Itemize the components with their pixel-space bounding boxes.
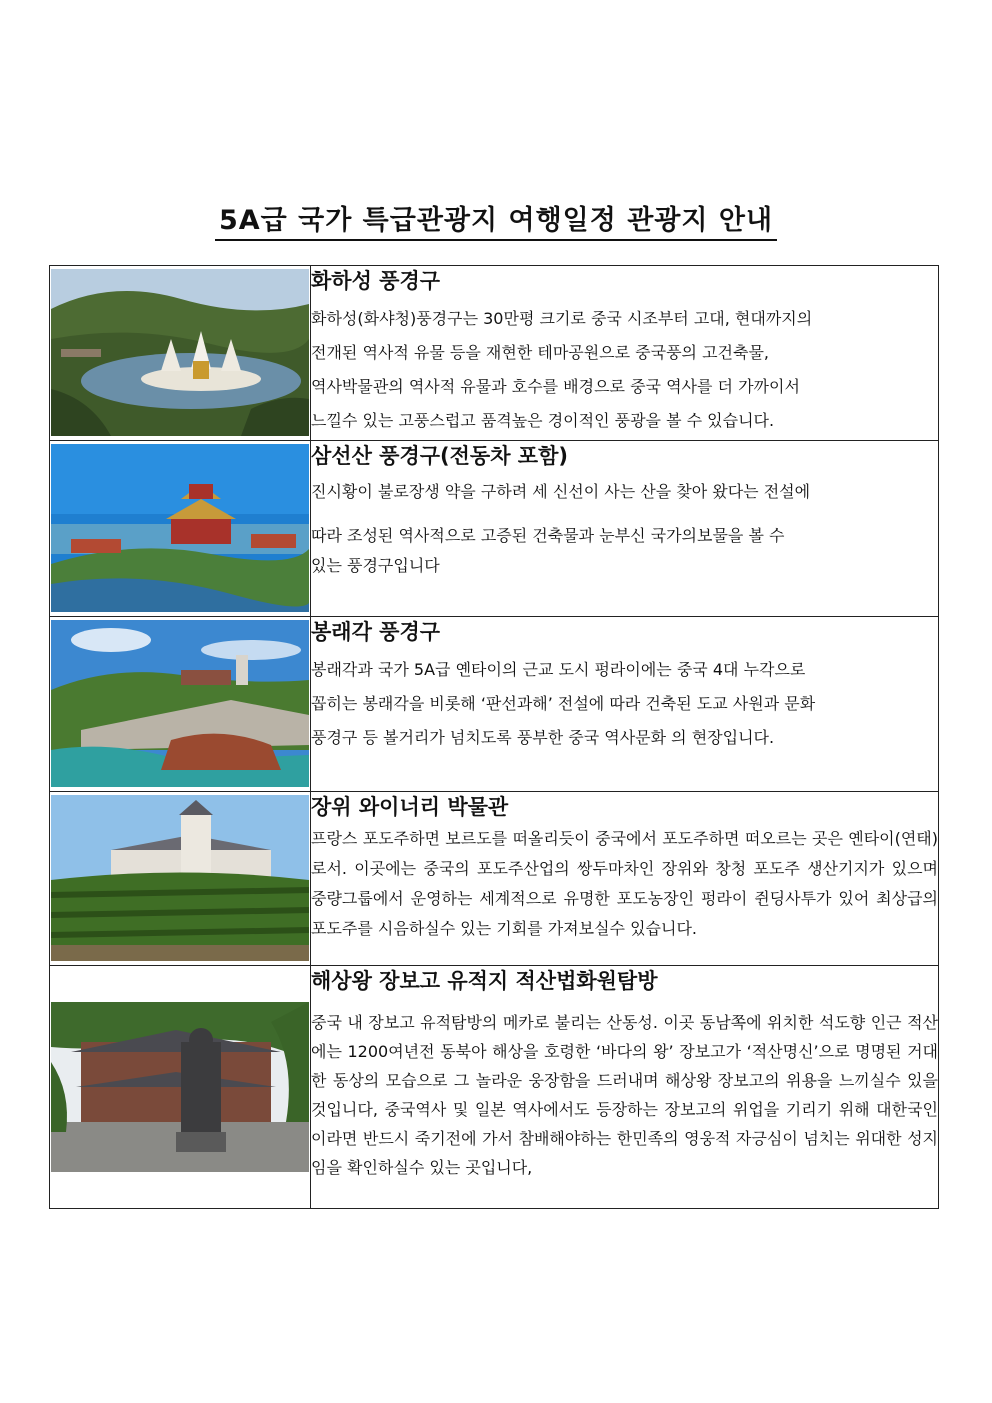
description-cell	[311, 617, 939, 792]
photo-cell	[50, 441, 311, 617]
table-row	[50, 441, 939, 617]
description-cell	[311, 266, 939, 441]
attraction-table	[49, 265, 939, 1209]
table-row	[50, 966, 939, 1209]
description-line: 느낄수 있는 고풍스럽고 품격높은 경이적인 풍광을 볼 수 있습니다.	[311, 411, 775, 430]
attraction-description	[311, 302, 938, 438]
attraction-name: 삼선산 풍경구(전동차 포함)	[311, 444, 568, 468]
description-cell	[311, 441, 939, 617]
attraction-name: 장위 와이너리 박물관	[311, 795, 509, 819]
description-line: 풍경구 등 볼거리가 넘치도록 풍부한 중국 역사문화 의 현장입니다.	[311, 728, 775, 747]
description-line: 꼽히는 봉래각을 비롯해 ‘판선과해’ 전설에 따라 건축된 도교 사원과 문화	[311, 694, 816, 713]
description-line: 있는 풍경구입니다	[311, 556, 440, 575]
sanxianshan-photo	[51, 444, 309, 612]
photo-cell	[50, 792, 311, 966]
description-line: 봉래각과 국가 5A급 옌타이의 근교 도시 펑라이에는 중국 4대 누각으로	[311, 660, 806, 679]
changyu-winery-photo	[51, 795, 309, 961]
description-cell	[311, 792, 939, 966]
page-title-text: 5A급 국가 특급관광지 여행일정 관광지 안내	[215, 205, 777, 241]
description-line: 진시황이 불로장생 약을 구하려 세 신선이 사는 산을 찾아 왔다는 전설에	[311, 482, 811, 501]
page-title	[0, 198, 992, 237]
description-cell	[311, 966, 939, 1209]
description-line: 따라 조성된 역사적으로 고증된 건축물과 눈부신 국가의보물을 볼 수	[311, 526, 785, 545]
photo-cell	[50, 617, 311, 792]
attraction-name: 화하성 풍경구	[311, 269, 441, 293]
description-line: 전개된 역사적 유물 등을 재현한 테마공원으로 중국풍의 고건축물,	[311, 343, 770, 362]
attraction-name: 해상왕 장보고 유적지 적산법화원탐방	[311, 969, 658, 993]
attraction-description: 중국 내 장보고 유적탐방의 메카로 불리는 산동성. 이곳 동남쪽에 위치한 석도향 인근 적산에는 1200여년전 동북아 해상을 호령한 ‘바다의 왕’ 장보고가 ‘적산명신’으로 명명된 거대한 동상의 모습으로 그 놀라운 웅장함을 드러내며 해상왕 장보고의 위용을 느끼실수 있을것입니다, 중국역사 및 일본 역사에서도 등장하는 장보고의 위업을 기리기 위해 대한국인 이라면 반드시 죽기전에 가서 참배해야하는 한민족의 영웅적 자긍심이 넘치는 위대한 성지 임을 확인하실수 있는 곳입니다,	[311, 1013, 938, 1177]
description-line: 역사박물관의 역사적 유물과 호수를 배경으로 중국 역사를 더 가까이서	[311, 377, 800, 396]
description-line: 화하성(화샤청)풍경구는 30만평 크기로 중국 시조부터 고대, 현대까지의	[311, 309, 813, 328]
jangbogo-statue-photo	[51, 1002, 309, 1172]
table-row	[50, 266, 939, 441]
table-row	[50, 617, 939, 792]
attraction-description	[311, 653, 938, 755]
table-row	[50, 792, 939, 966]
attraction-description	[311, 477, 938, 581]
penglaige-photo	[51, 620, 309, 787]
attraction-name: 봉래각 풍경구	[311, 620, 441, 644]
photo-cell	[50, 266, 311, 441]
photo-cell	[50, 966, 311, 1209]
attraction-description: 프랑스 포도주하면 보르도를 떠올리듯이 중국에서 포도주하면 떠오르는 곳은 옌타이(연태)로서. 이곳에는 중국의 포도주산업의 쌍두마차인 장위와 창청 포도주 생산기지가 있으며 중량그룹에서 운영하는 세계적으로 유명한 포도농장인 펑라이 쥔딩사투가 있어 최상급의 포도주를 시음하실수 있는 기회를 가져보실수 있습니다.	[311, 829, 938, 938]
huaxiacheng-photo	[51, 269, 309, 436]
